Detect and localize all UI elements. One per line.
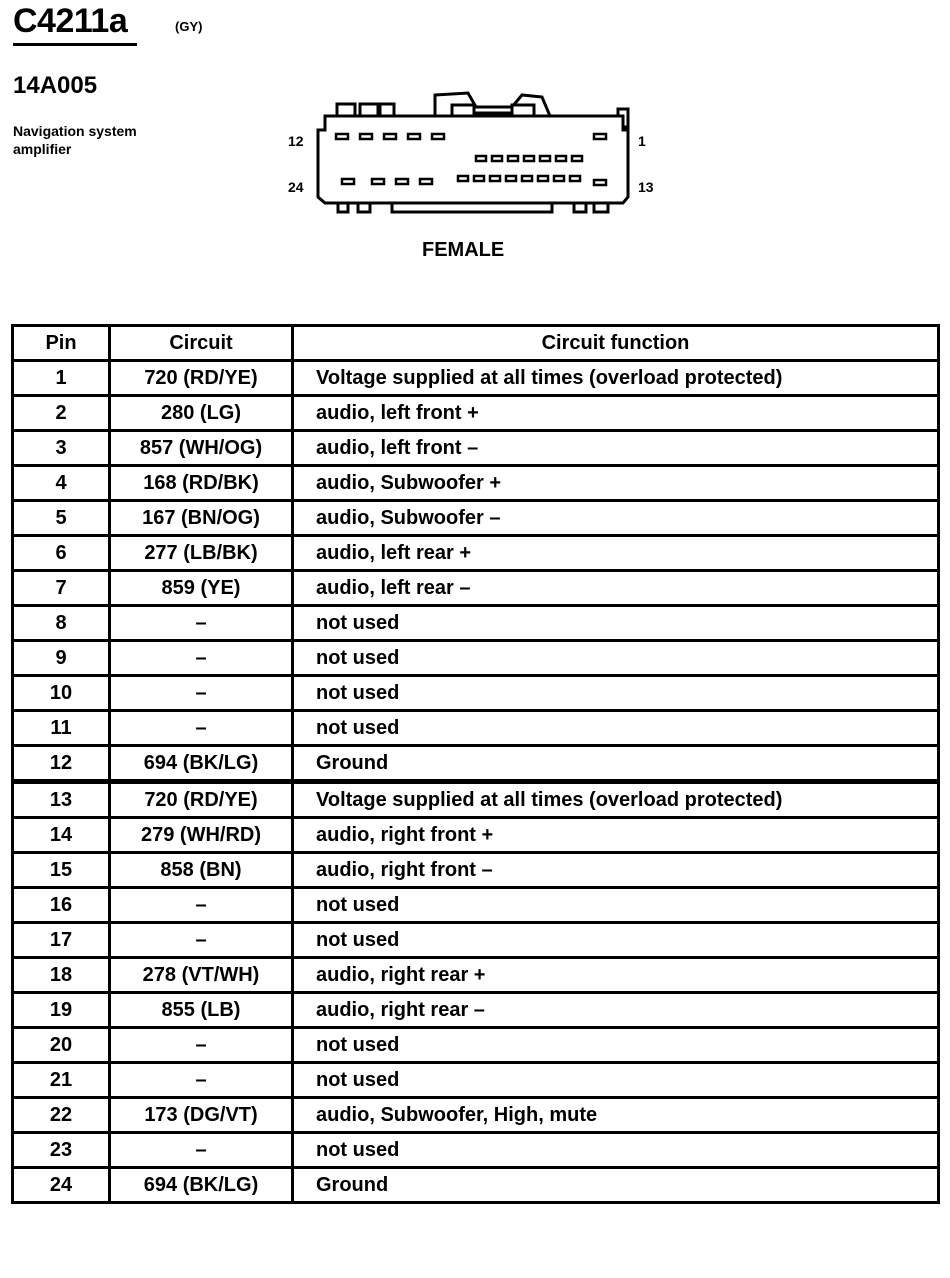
- pin-cell: 2: [13, 396, 110, 431]
- pin-cell: 22: [13, 1098, 110, 1133]
- pin-cell: 17: [13, 923, 110, 958]
- table-body: [13, 361, 939, 1203]
- circuit-cell: 280 (LG): [110, 396, 293, 431]
- table-row: [13, 1168, 939, 1203]
- pin-label-24: 24: [288, 179, 304, 195]
- circuit-cell: –: [110, 676, 293, 711]
- function-cell: not used: [293, 711, 939, 746]
- circuit-cell: 855 (LB): [110, 993, 293, 1028]
- terminal-cavity: [408, 134, 420, 139]
- terminal-cavity: [384, 134, 396, 139]
- pin-cell: 13: [13, 782, 110, 818]
- function-cell: not used: [293, 923, 939, 958]
- terminal-cavity: [476, 156, 486, 161]
- connector-tab: [380, 104, 394, 116]
- pin-cell: 12: [13, 746, 110, 782]
- circuit-cell: –: [110, 888, 293, 923]
- connector-tab: [337, 104, 355, 116]
- table-row: [13, 396, 939, 431]
- table-row: [13, 958, 939, 993]
- connector-id: C4211a: [13, 2, 128, 40]
- terminal-cavity: [556, 156, 566, 161]
- table-row: [13, 818, 939, 853]
- function-cell: not used: [293, 1133, 939, 1168]
- title-underline: [13, 43, 137, 46]
- table-header-row: [13, 326, 939, 361]
- terminal-cavity: [360, 134, 372, 139]
- terminal-cavity: [508, 156, 518, 161]
- circuit-cell: 720 (RD/YE): [110, 361, 293, 396]
- function-cell: audio, Subwoofer +: [293, 466, 939, 501]
- circuit-cell: –: [110, 641, 293, 676]
- circuit-cell: 720 (RD/YE): [110, 782, 293, 818]
- function-cell: audio, left rear –: [293, 571, 939, 606]
- terminal-cavity: [396, 179, 408, 184]
- terminal-cavity: [554, 176, 564, 181]
- terminal-cavity: [522, 176, 532, 181]
- pin-cell: 4: [13, 466, 110, 501]
- terminal-cavity: [342, 179, 354, 184]
- header-pin: Pin: [13, 326, 110, 361]
- pin-cell: 10: [13, 676, 110, 711]
- terminal-cavity: [572, 156, 582, 161]
- table-row: [13, 853, 939, 888]
- function-cell: audio, left rear +: [293, 536, 939, 571]
- terminal-cavity: [506, 176, 516, 181]
- circuit-cell: –: [110, 606, 293, 641]
- circuit-cell: 278 (VT/WH): [110, 958, 293, 993]
- description-line-1: Navigation system: [13, 123, 137, 139]
- terminal-cavity: [594, 134, 606, 139]
- connector-description: [13, 122, 193, 158]
- pin-cell: 20: [13, 1028, 110, 1063]
- part-number: 14A005: [13, 72, 98, 99]
- function-cell: not used: [293, 1063, 939, 1098]
- circuit-cell: 694 (BK/LG): [110, 1168, 293, 1203]
- function-cell: Voltage supplied at all times (overload protected): [293, 361, 939, 396]
- table-row: [13, 1098, 939, 1133]
- circuit-cell: 858 (BN): [110, 853, 293, 888]
- connector-tab: [360, 104, 378, 116]
- pin-cell: 5: [13, 501, 110, 536]
- table-row: [13, 466, 939, 501]
- table-row: [13, 888, 939, 923]
- function-cell: not used: [293, 676, 939, 711]
- function-cell: Ground: [293, 1168, 939, 1203]
- connector-tab: [594, 203, 608, 212]
- circuit-cell: 279 (WH/RD): [110, 818, 293, 853]
- terminal-cavity: [458, 176, 468, 181]
- connector-gender: FEMALE: [422, 239, 505, 261]
- table-row: [13, 676, 939, 711]
- pin-cell: 16: [13, 888, 110, 923]
- circuit-cell: 859 (YE): [110, 571, 293, 606]
- connector-color-code: (GY): [175, 19, 203, 34]
- circuit-cell: 694 (BK/LG): [110, 746, 293, 782]
- description-line-2: amplifier: [13, 141, 72, 157]
- table-row: [13, 641, 939, 676]
- circuit-cell: –: [110, 1028, 293, 1063]
- circuit-cell: –: [110, 923, 293, 958]
- terminal-cavity: [538, 176, 548, 181]
- pin-label-1: 1: [638, 133, 646, 149]
- circuit-cell: 857 (WH/OG): [110, 431, 293, 466]
- connector-tab: [392, 203, 552, 212]
- pin-cell: 18: [13, 958, 110, 993]
- header-function: Circuit function: [293, 326, 939, 361]
- terminal-cavity: [540, 156, 550, 161]
- function-cell: audio, left front +: [293, 396, 939, 431]
- function-cell: not used: [293, 641, 939, 676]
- table-row: [13, 746, 939, 782]
- header-circuit: Circuit: [110, 326, 293, 361]
- terminal-cavity: [474, 176, 484, 181]
- function-cell: audio, Subwoofer –: [293, 501, 939, 536]
- pin-cell: 7: [13, 571, 110, 606]
- function-cell: audio, right front –: [293, 853, 939, 888]
- function-cell: audio, right rear –: [293, 993, 939, 1028]
- terminal-cavity: [490, 176, 500, 181]
- function-cell: Ground: [293, 746, 939, 782]
- function-cell: not used: [293, 888, 939, 923]
- circuit-cell: –: [110, 711, 293, 746]
- terminal-cavity: [594, 180, 606, 185]
- function-cell: audio, right rear +: [293, 958, 939, 993]
- pin-cell: 15: [13, 853, 110, 888]
- pin-cell: 24: [13, 1168, 110, 1203]
- table-row: [13, 711, 939, 746]
- circuit-cell: 167 (BN/OG): [110, 501, 293, 536]
- table-row: [13, 782, 939, 818]
- terminal-cavity: [492, 156, 502, 161]
- terminal-cavity: [372, 179, 384, 184]
- table-row: [13, 923, 939, 958]
- circuit-cell: –: [110, 1063, 293, 1098]
- function-cell: not used: [293, 1028, 939, 1063]
- function-cell: not used: [293, 606, 939, 641]
- terminal-cavity: [570, 176, 580, 181]
- terminal-cavity: [420, 179, 432, 184]
- table-row: [13, 536, 939, 571]
- table-row: [13, 431, 939, 466]
- pin-label-13: 13: [638, 179, 654, 195]
- pin-cell: 1: [13, 361, 110, 396]
- table-row: [13, 1133, 939, 1168]
- table-row: [13, 1028, 939, 1063]
- pin-cell: 21: [13, 1063, 110, 1098]
- pin-cell: 14: [13, 818, 110, 853]
- pin-label-12: 12: [288, 133, 304, 149]
- table-row: [13, 606, 939, 641]
- connector-tab: [358, 203, 370, 212]
- function-cell: audio, Subwoofer, High, mute: [293, 1098, 939, 1133]
- connector-tab: [574, 203, 586, 212]
- circuit-cell: 173 (DG/VT): [110, 1098, 293, 1133]
- connector-tab: [338, 203, 348, 212]
- pin-cell: 6: [13, 536, 110, 571]
- connector-face-diagram: [280, 85, 670, 225]
- terminal-cavity: [336, 134, 348, 139]
- pin-cell: 23: [13, 1133, 110, 1168]
- circuit-cell: 277 (LB/BK): [110, 536, 293, 571]
- terminal-cavity: [432, 134, 444, 139]
- circuit-cell: 168 (RD/BK): [110, 466, 293, 501]
- table-row: [13, 993, 939, 1028]
- table-row: [13, 361, 939, 396]
- table-row: [13, 1063, 939, 1098]
- function-cell: audio, left front –: [293, 431, 939, 466]
- pin-cell: 19: [13, 993, 110, 1028]
- pin-cell: 9: [13, 641, 110, 676]
- circuit-cell: –: [110, 1133, 293, 1168]
- function-cell: Voltage supplied at all times (overload protected): [293, 782, 939, 818]
- table-row: [13, 571, 939, 606]
- terminal-cavity: [524, 156, 534, 161]
- pin-cell: 8: [13, 606, 110, 641]
- pin-cell: 11: [13, 711, 110, 746]
- function-cell: audio, right front +: [293, 818, 939, 853]
- pinout-table: [11, 324, 940, 1204]
- table-row: [13, 501, 939, 536]
- pin-cell: 3: [13, 431, 110, 466]
